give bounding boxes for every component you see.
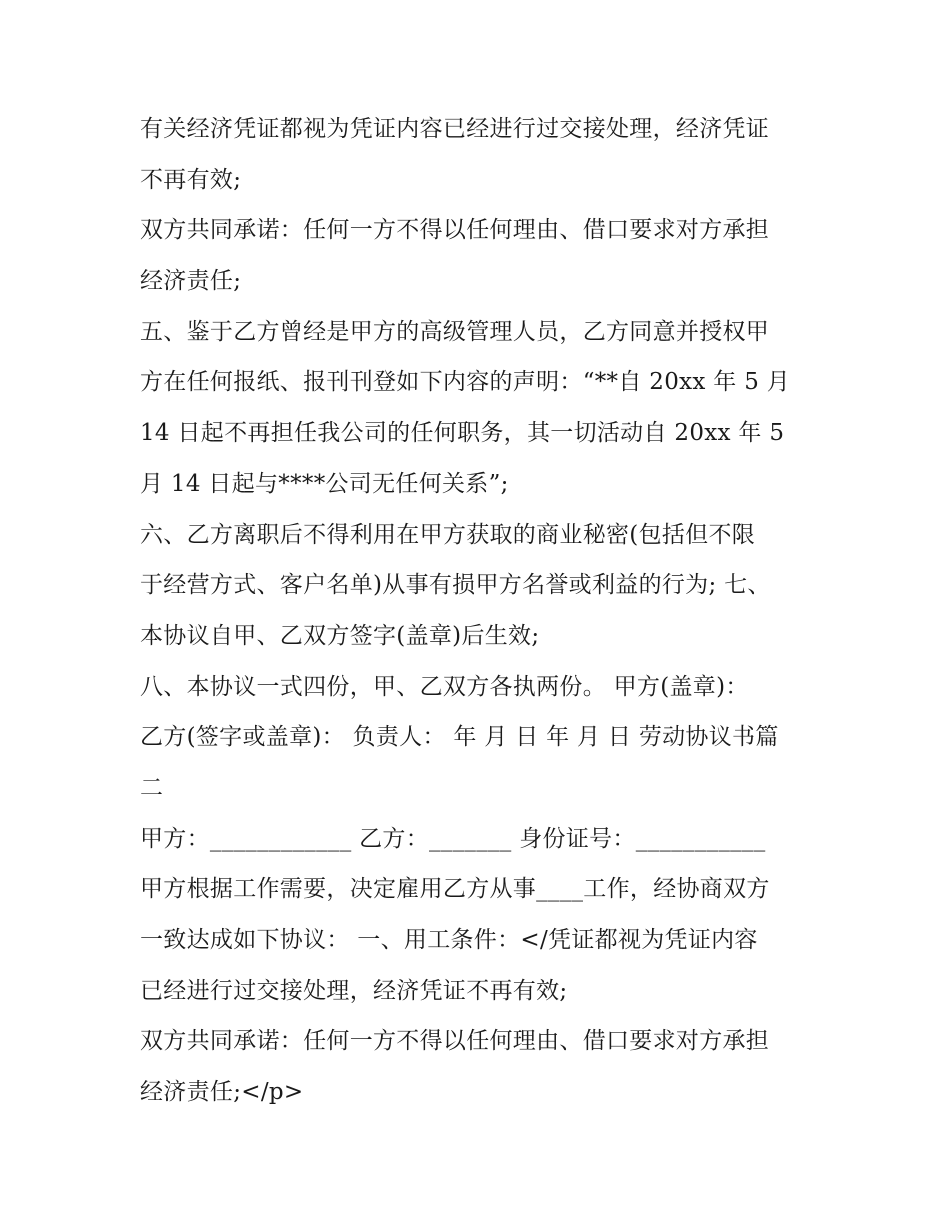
text-line: 甲方根据工作需要，决定雇用乙方从事____工作，经协商双方 [140, 876, 770, 903]
text-line: 二 [140, 774, 164, 801]
document-body [140, 104, 820, 1118]
text-line: 五、鉴于乙方曾经是甲方的高级管理人员，乙方同意并授权甲 [140, 318, 770, 345]
text-line: 八、本协议一式四份，甲、乙双方各执两份。 甲方(盖章)： [140, 673, 749, 700]
text-line: 月 14 日起与****公司无任何关系”; [140, 470, 509, 497]
text-line: 已经进行过交接处理，经济凭证不再有效; [140, 977, 568, 1004]
text-line: 一致达成如下协议： 一、用工条件：</凭证都视为凭证内容 [140, 927, 758, 953]
text-line: 六、乙方离职后不得利用在甲方获取的商业秘密(包括但不限 [140, 521, 756, 548]
text-line: 乙方(签字或盖章)： 负责人： 年 月 日 年 月 日 劳动协议书篇 [140, 724, 779, 751]
text-line: 有关经济凭证都视为凭证内容已经进行过交接处理，经济凭证 [140, 116, 770, 142]
text-line: 经济责任; [140, 268, 242, 295]
text-line: 经济责任;</p> [140, 1079, 304, 1106]
text-line: 本协议自甲、乙双方签字(盖章)后生效; [140, 622, 540, 649]
text-line: 于经营方式、客户名单)从事有损甲方名誉或利益的行为; 七、 [140, 572, 771, 599]
text-line: 双方共同承诺：任何一方不得以任何理由、借口要求对方承担 [140, 1028, 770, 1055]
text-line: 双方共同承诺：任何一方不得以任何理由、借口要求对方承担 [140, 217, 770, 244]
text-line: 14 日起不再担任我公司的任何职务，其一切活动自 20xx 年 5 [140, 420, 785, 447]
text-line: 方在任何报纸、报刊刊登如下内容的声明：“**自 20xx 年 5 月 [140, 369, 791, 396]
text-line: 不再有效; [140, 166, 242, 193]
text-line: 甲方：____________ 乙方：_______ 身份证号：___________ [140, 825, 766, 852]
